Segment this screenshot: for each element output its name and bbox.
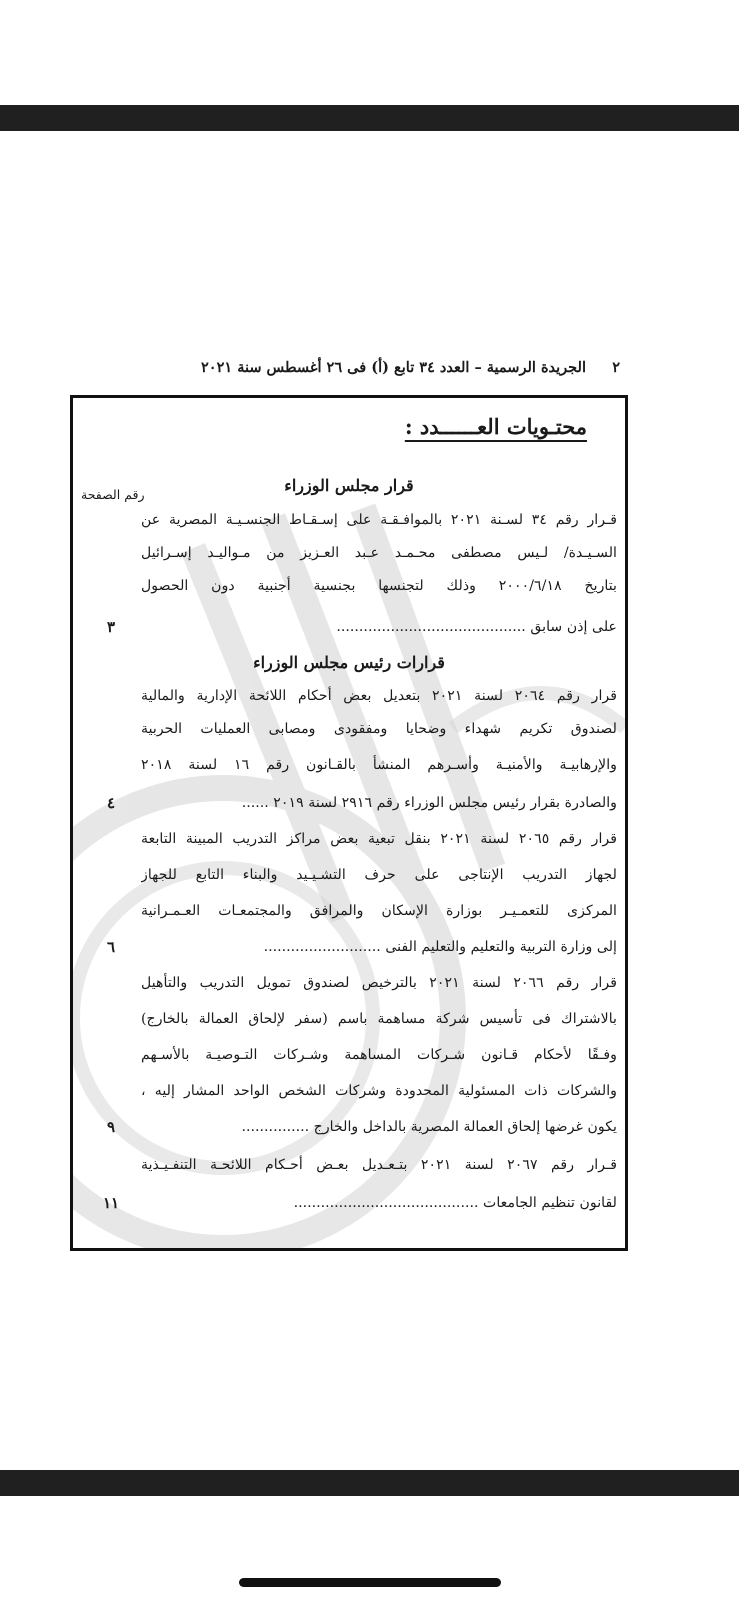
- entry-line: لصندوق تكريم شهداء وضحايا ومفقودى ومصابى العمليات الحربية: [141, 721, 617, 737]
- entry-line: قرار رقم ٢٠٦٥ لسنة ٢٠٢١ بنقل تبعية بعض مراكز التدريب المبينة التابعة: [141, 831, 617, 847]
- entry-line: قرار رقم ٢٠٦٤ لسنة ٢٠٢١ بتعديل بعض أحكام اللائحة الإدارية والمالية: [141, 688, 617, 704]
- contents-title: محتـويات العــــــدد :: [404, 414, 587, 439]
- home-indicator[interactable]: [239, 1578, 501, 1587]
- entry-page-number: ٩: [106, 1118, 116, 1136]
- entry-line: والإرهابيـة والأمنيـة وأسـرهم المنشأ بالقـانون رقم ١٦ لسنة ٢٠١٨: [141, 757, 617, 773]
- gazette-header-text: الجريدة الرسمية – العدد ٣٤ تابع (أ) فى ٢٦ أغسطس سنة ٢٠٢١: [201, 359, 586, 376]
- entry-page-number: ٦: [106, 938, 116, 956]
- page-number: ٢: [612, 359, 620, 376]
- entry-line: وفـقًا لأحكام قـانون شـركات المساهمة وشـركات التـوصيـة بالأسـهم: [141, 1047, 617, 1063]
- entry-line: المركزى للتعمـيـر بوزارة الإسكان والمرافق والمجتمعـات العـمـرانية: [141, 903, 617, 919]
- entry-line: بالاشتراك فى تأسيس شركة مساهمة باسم (سفر لإلحاق العمالة بالخارج): [141, 1011, 617, 1027]
- section-heading-cabinet: قرار مجلس الوزراء: [284, 476, 414, 495]
- entry-line: قرار رقم ٢٠٦٦ لسنة ٢٠٢١ بالترخيص لصندوق تمويل التدريب والتأهيل: [141, 975, 617, 991]
- page-column-label: رقم الصفحة: [81, 487, 145, 502]
- entry-line-text: لقانون تنظيم الجامعات: [483, 1195, 617, 1211]
- entry-line-text: إلى وزارة التربية والتعليم والتعليم الفنى: [385, 939, 617, 955]
- entry-line: والشركات ذات المسئولية المحدودة وشركات الشخص الواحد المشار إليه ،: [141, 1083, 617, 1099]
- entry-line: لقانون تنظيم الجامعات .........................................: [293, 1195, 617, 1211]
- entry-line: إلى وزارة التربية والتعليم والتعليم الفنى ..........................: [263, 939, 617, 955]
- entry-line: والصادرة بقرار رئيس مجلس الوزراء رقم ٢٩١٦ لسنة ٢٠١٩ ......: [241, 795, 617, 811]
- entry-line: قـرار رقم ٢٠٦٧ لسنة ٢٠٢١ بتـعـديل بعـض أحـكام اللائحـة التنفـيـذية: [141, 1157, 617, 1173]
- entry-line: على إذن سابق ..........................................: [336, 619, 617, 635]
- entry-line-text: يكون غرضها إلحاق العمالة المصرية بالداخل والخارج: [313, 1119, 617, 1135]
- entry-page-number: ٤: [106, 794, 116, 812]
- entry-line: لجهاز التدريب الإنتاجى على حرف التشـيـيد والبناء التابع للجهاز: [141, 867, 617, 883]
- page-header: [120, 356, 620, 386]
- bottom-dark-band: [0, 1470, 739, 1496]
- contents-frame: [70, 395, 628, 1251]
- entry-line: السـيـدة/ لـيس مصطفى محـمـد عـبد العـزيز من مـواليـد إسـرائيل: [141, 545, 617, 561]
- entry-line-text: والصادرة بقرار رئيس مجلس الوزراء رقم ٢٩١٦ لسنة ٢٠١٩: [273, 795, 617, 811]
- top-dark-band: [0, 105, 739, 131]
- entry-line: بتاريخ ٢٠٠٠/٦/١٨ وذلك لتجنسها بجنسية أجنبية دون الحصول: [141, 578, 617, 594]
- entry-line-text: على إذن سابق: [530, 619, 617, 635]
- entry-page-number: ٣: [106, 618, 116, 636]
- section-heading-prime-minister: قرارات رئيس مجلس الوزراء: [253, 653, 445, 672]
- entry-line: يكون غرضها إلحاق العمالة المصرية بالداخل والخارج ...............: [241, 1119, 617, 1135]
- entry-line: قـرار رقم ٣٤ لسـنة ٢٠٢١ بالموافـقـة على إسـقـاط الجنسـيـة المصرية عن: [141, 512, 617, 528]
- entry-page-number: ١١: [102, 1194, 120, 1212]
